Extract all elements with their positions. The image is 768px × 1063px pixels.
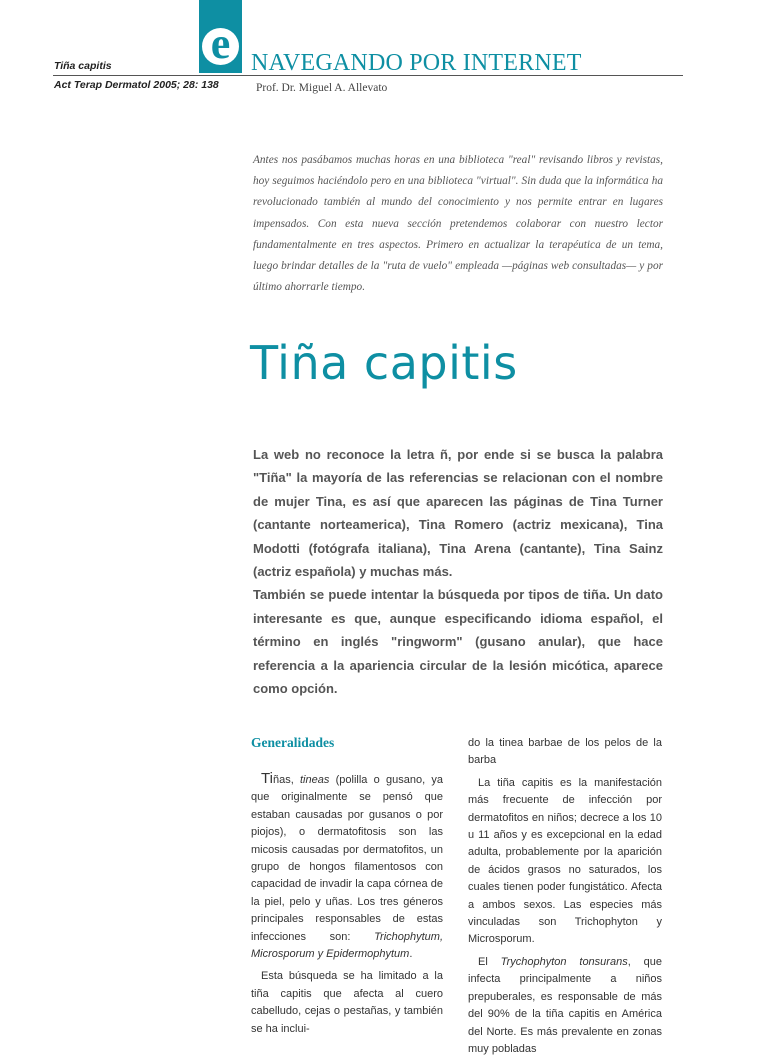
section-heading: NAVEGANDO POR INTERNET <box>251 50 582 76</box>
intro-paragraph: Antes nos pasábamos muchas horas en una biblioteca "real" revisando libros y revistas, hoy seguimos haciéndolo pero en una biblioteca "virtual". Sin duda que la informática ha revolucionado también al mundo del conocimiento y nos permite entrar en lugares impensados. Con esta nueva sección pretendemos colaborar con nuestro lector fundamentalmente en tres aspectos. Primero en actualizar la terapéutica de un tema, luego brindar detalles de la "ruta de vuelo" empleada —páginas web consultadas— y por último ahorrarle tiempo. <box>253 154 663 294</box>
right-column <box>468 735 662 1063</box>
right-paragraph-2 <box>468 954 662 1058</box>
text-span: El <box>478 955 501 968</box>
text-span: . <box>409 948 413 961</box>
drop-cap: Ti <box>261 770 273 787</box>
italic-term: tineas <box>300 774 330 786</box>
subheading-generalidades: Generalidades <box>251 735 335 750</box>
left-paragraph-2: Esta búsqueda se ha limitado a la tiña capitis que afecta al cuero cabelludo, cejas o pestañas, y también se ha inclui- <box>251 970 443 1035</box>
italic-species: Trychophyton tonsurans <box>500 955 628 968</box>
left-paragraph-1 <box>251 770 443 963</box>
text-span: , que infecta principalmente a niños prepuberales, es responsable de más del 90% de la tiña capitis en América del Norte. Es más prevalente en zonas muy pobladas <box>468 955 662 1055</box>
text-span: ñas, <box>272 774 300 786</box>
section-logo <box>199 0 242 73</box>
journal-citation: Act Terap Dermatol 2005; 28: 138 <box>54 79 219 91</box>
lead-paragraph-1: La web no reconoce la letra ñ, por ende si se busca la palabra "Tiña" la mayoría de las referencias se relacionan con el nombre de mujer Tina, es así que aparecen las páginas de Tina Turner (cantante norteamerica), Tina Romero (actriz mexicana), Tina Modotti (fotógrafa italiana), Tina Arena (cantante), Tina Sainz (actriz española) y muchas más. <box>253 447 663 580</box>
right-paragraph-1: La tiña capitis es la manifestación más frecuente de infección por dermatofitos en niños; decrece a los 10 u 11 años y es excepcional en la edad adulta, probablemente por la aparición de ácidos grasos no saturados, los cuales tienen poder fungistático. Afecta a ambos sexos. Las especies más vinculadas son Trichophyton y Microsporum. <box>468 776 662 946</box>
lead-paragraph-2: También se puede intentar la búsqueda por tipos de tiña. Un dato interesante es que, aunque especificando idioma español, el término en inglés "ringworm" (gusano anular), que hace referencia a la apariencia circular de la lesión micótica, aparece como opción. <box>253 587 663 697</box>
running-title: Tiña capitis <box>54 60 112 72</box>
logo-letter: e <box>210 19 231 68</box>
header-rule <box>53 75 683 76</box>
right-paragraph-0: do la tinea barbae de los pelos de la barba <box>468 737 662 767</box>
article-title: Tiña capitis <box>250 336 518 390</box>
left-column <box>251 770 443 1043</box>
text-span: (polilla o gusano, ya que originalmente se pensó que estaban causadas por gusanos o por piojos), o dermatofitosis son las micosis causadas por dermatofitos, un grupo de hongos filamentosos con capacidad de invadir la capa córnea de la piel, pelo y uñas. Los tres géneros principales responsables de estas infecciones son: <box>251 774 443 943</box>
lead-text <box>253 443 663 700</box>
author: Prof. Dr. Miguel A. Allevato <box>256 82 388 94</box>
italic-genera: Trichophytum, Microsporum y Epidermophytum <box>251 930 443 961</box>
